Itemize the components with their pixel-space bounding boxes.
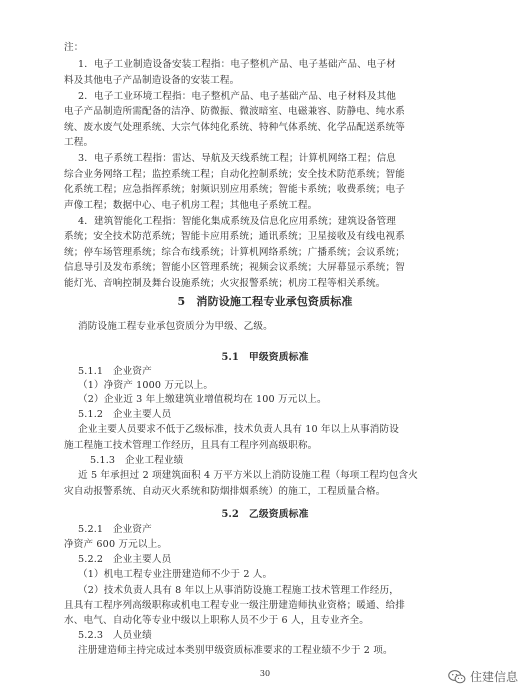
body-line: 水、电气、自动化等专业中级以上职称人员不少于 6 人，且专业齐全。	[64, 615, 369, 626]
note-line: 综合业务网络工程；监控系统工程；自动化控制系统；安全技术防范系统；智能	[64, 169, 406, 180]
body-line: 企业主要人员要求不低于乙级标准，技术负责人具有 10 年以上从事消防设	[78, 424, 399, 435]
section-title: 5 消防设施工程专业承包资质标准	[177, 295, 353, 308]
note-line: 1．电子工业制造设备安装工程指：电子整机产品、电子基础产品、电子材	[78, 59, 397, 70]
body-line: （1）净资产 1000 万元以上。	[78, 380, 214, 391]
note-line: 统、废水废气处理系统、大宗气体纯化系统、特种气体系统、化学品配送系统等	[64, 122, 406, 133]
body-line: 净资产 600 万元以上。	[64, 539, 168, 550]
clause-heading: 5.1.3 企业工程业绩	[90, 455, 184, 466]
note-line: 信息导引及发布系统；智能小区管理系统；视频会议系统；大屏幕显示系统；智	[64, 262, 406, 273]
page-number: 30	[259, 669, 271, 678]
note-line: 系统；安全技术防范系统；智能卡应用系统；通讯系统；卫星接收及有线电视系	[64, 231, 406, 242]
note-line: 料及其他电子产品制造设备的安装工程。	[64, 75, 240, 86]
clause-heading: 5.2.2 企业主要人员	[78, 554, 172, 565]
watermark	[448, 668, 518, 685]
notes-heading: 注：	[64, 42, 84, 53]
note-line: 3．电子系统工程指：雷达、导航及天线系统工程；计算机网络工程；信息	[78, 153, 397, 164]
note-line: 声像工程；数据中心、电子机房工程；其他电子系统工程。	[64, 200, 318, 211]
body-line: （2）企业近 3 年上缴建筑业增值税均在 100 万元以上。	[78, 394, 327, 405]
clause-heading: 5.1.1 企业资产	[78, 366, 152, 377]
intro-text: 消防设施工程专业承包资质分为甲级、乙级。	[78, 321, 273, 332]
body-line: 施工程施工技术管理工作经历，且具有工程序列高级职称。	[64, 440, 318, 451]
note-line: 4．建筑智能化工程指：智能化集成系统及信息化应用系统；建筑设备管理	[78, 216, 397, 227]
body-line: 注册建造师主持完成过本类别甲级资质标准要求的工程业绩不少于 2 项。	[78, 645, 393, 656]
note-line: 能灯光、音响控制及舞台设施系统；火灾报警系统；机房工程等相关系统。	[64, 278, 386, 289]
clause-heading: 5.2.1 企业资产	[78, 524, 152, 535]
body-line: 近 5 年承担过 2 项建筑面积 4 万平方米以上消防设施工程（每项工程均包含火	[78, 470, 419, 481]
note-line: 工程。	[64, 137, 94, 148]
body-line: 且具有工程序列高级职称或机电工程专业一级注册建造师执业资格；暖通、给排	[64, 600, 406, 611]
note-line: 统；停车场管理系统；综合布线系统；计算机网络系统；广播系统；会议系统；	[64, 247, 406, 258]
note-line: 化系统工程；应急指挥系统；射频识别应用系统；智能卡系统；收费系统；电子	[64, 184, 406, 195]
clause-heading: 5.1.2 企业主要人员	[78, 409, 172, 420]
clause-heading: 5.2.3 人员业绩	[78, 630, 152, 641]
note-line: 电子产品制造所需配备的洁净、防微振、微波暗室、电磁兼容、防静电、纯水系	[64, 106, 406, 117]
body-line: （1）机电工程专业注册建造师不少于 2 人。	[78, 569, 273, 580]
subsection-title: 5.1 甲级资质标准	[221, 352, 309, 363]
subsection-title: 5.2 乙级资质标准	[221, 509, 309, 520]
body-line: 灾自动报警系统、自动灭火系统和防烟排烟系统）的施工，工程质量合格。	[64, 486, 386, 497]
body-line: （2）技术负责人具有 8 年以上从事消防设施工程施工技术管理工作经历，	[78, 585, 399, 596]
wechat-icon	[448, 669, 466, 685]
note-line: 2．电子工业环境工程指：电子整机产品、电子基础产品、电子材料及其他	[78, 91, 397, 102]
watermark-text: 住建信息	[469, 670, 518, 684]
